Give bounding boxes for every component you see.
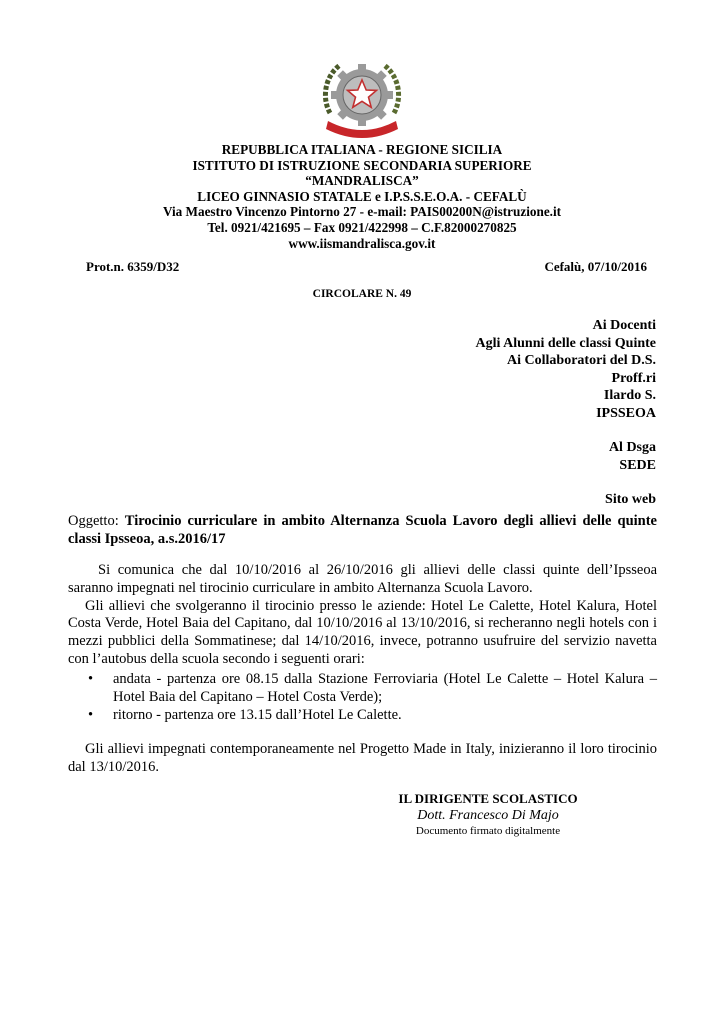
letterhead-line: ISTITUTO DI ISTRUZIONE SECONDARIA SUPERIORE (192, 157, 532, 173)
signer-name: Dott. Francesco Di Majo (417, 808, 559, 823)
letterhead-website: www.iismandralisca.gov.it (288, 235, 436, 251)
place-date: Cefalù, 07/10/2016 (544, 259, 647, 274)
recipient: Ai Collaboratori del D.S. (507, 353, 656, 368)
bullet-icon: • (88, 706, 94, 723)
recipient: Ilardo S. (603, 388, 656, 403)
letterhead-line: REPUBBLICA ITALIANA - REGIONE SICILIA (221, 142, 503, 157)
list-item (68, 707, 657, 725)
list-item-text: andata - partenza ore 08.15 dalla Stazione Ferroviaria (Hotel Le Calette – Hotel Kalura – Hotel Baia del Capitano – Hotel Costa Verde); (113, 671, 657, 705)
recipient: Proff.ri (611, 370, 656, 386)
subject-text: Tirocinio curriculare in ambito Alternanza Scuola Lavoro degli allievi delle quinte classi Ipsseoa, a.s.2016/17 (68, 513, 657, 547)
paragraph: Si comunica che dal 10/10/2016 al 26/10/2016 gli allievi delle classi quinte dell’Ipsseoa saranno impegnati nel tirocinio curriculare in ambito Alternanza Scuola Lavoro. (68, 562, 657, 596)
paragraph (68, 741, 657, 777)
signature-block (378, 791, 598, 838)
signer-role: IL DIRIGENTE SCOLASTICO (398, 791, 578, 806)
recipient: Sito web (605, 492, 656, 507)
subject-line (68, 513, 657, 549)
list-item-text: ritorno - partenza ore 13.15 dall’Hotel Le Calette. (113, 706, 402, 723)
letterhead-contacts: Tel. 0921/421695 – Fax 0921/422998 – C.F.82000270825 (207, 219, 517, 235)
school-letterhead (0, 142, 724, 251)
paragraph: Gli allievi che svolgeranno il tirocinio presso le aziende: Hotel Le Calette, Hotel Kalura, Hotel Costa Verde, Hotel Baia del Capitano, dal 10/10/2016 al 13/10/2016, si recheranno negli hotels con i mezzi pubblici della Sommatinese; dal 14/10/2016, invece, potranno usufruire del servizio navetta con l’autobus della scuola secondo i seguenti orari: (68, 597, 657, 667)
letterhead-line: “MANDRALISCA” (305, 173, 419, 189)
italian-republic-emblem-icon (318, 55, 406, 139)
list-item (68, 671, 657, 707)
recipient: Al Dsga (608, 440, 656, 455)
protocol-number: Prot.n. 6359/D32 (86, 259, 180, 274)
subject-label: Oggetto: (68, 513, 125, 529)
circular-title: CIRCOLARE N. 49 (312, 288, 412, 300)
recipient: Agli Alunni delle classi Quinte (475, 335, 656, 351)
digital-signature-note: Documento firmato digitalmente (415, 825, 561, 837)
letterhead-address: Via Maestro Vincenzo Pintorno 27 - e-mail: PAIS00200N@istruzione.it (162, 204, 562, 220)
letterhead-line: LICEO GINNASIO STATALE e I.P.S.S.E.O.A. - CEFALÙ (197, 188, 527, 204)
recipient: IPSSEOA (596, 405, 656, 421)
paragraph-text: Gli allievi impegnati contemporaneamente nel Progetto Made in Italy, inizieranno il loro tirocinio dal 13/10/2016. (68, 741, 657, 775)
bullet-icon: • (88, 671, 94, 687)
body-text (68, 562, 657, 669)
recipients-list (476, 317, 656, 509)
schedule-list (68, 671, 657, 724)
recipient: Ai Docenti (592, 318, 656, 333)
recipient: SEDE (619, 457, 656, 473)
